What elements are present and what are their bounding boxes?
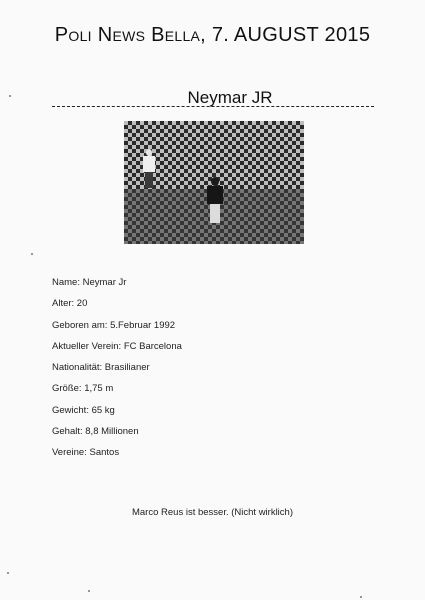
foreground-player-figure <box>206 177 224 223</box>
title-divider <box>52 106 374 107</box>
article-title: Neymar JR <box>187 88 273 107</box>
scan-speck <box>360 596 362 598</box>
info-age: Alter: 20 <box>52 298 88 310</box>
info-nationality: Nationalität: Brasilianer <box>52 362 150 374</box>
info-birthdate: Geboren am: 5.Februar 1992 <box>52 319 176 331</box>
player-info-list <box>52 272 182 464</box>
scan-speck <box>9 95 11 97</box>
scan-speck <box>88 590 90 592</box>
scan-speck <box>7 572 9 574</box>
newspaper-header: Poli News Bella, 7. AUGUST 2015 <box>54 24 371 46</box>
player-photo <box>124 121 304 244</box>
scan-speck <box>31 253 33 255</box>
info-salary: Gehalt: 8,8 Millionen <box>52 426 139 438</box>
info-weight: Gewicht: 65 kg <box>52 404 115 416</box>
info-height: Größe: 1,75 m <box>52 383 114 395</box>
background-player-figure <box>142 149 156 189</box>
info-clubs: Vereine: Santos <box>52 447 120 459</box>
info-name: Name: Neymar Jr <box>52 277 127 288</box>
info-current-club: Aktueller Verein: FC Barcelona <box>52 340 182 352</box>
footer-note: Marco Reus ist besser. (Nicht wirklich) <box>131 507 293 518</box>
